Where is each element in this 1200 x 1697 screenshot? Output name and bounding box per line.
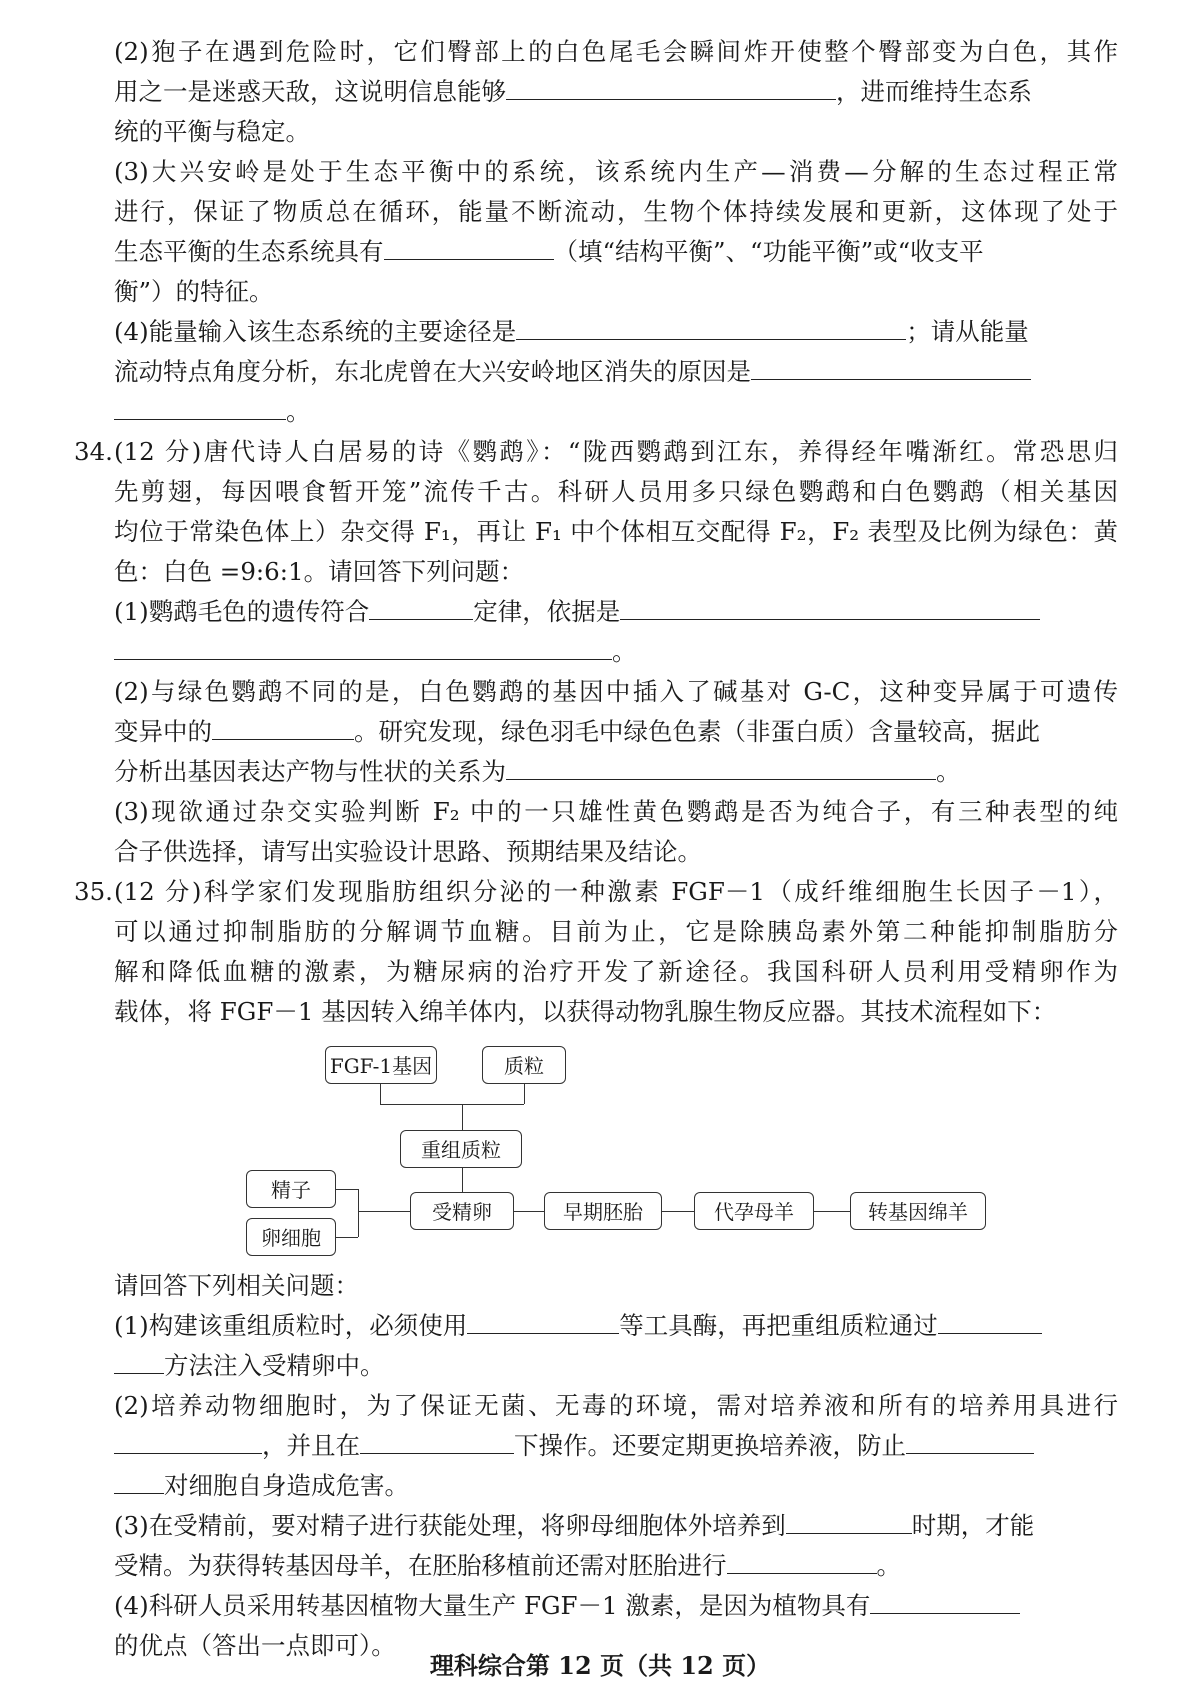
q35-2-line3: 对细胞自身造成危害。: [114, 1466, 1118, 1506]
answer-blank[interactable]: [114, 1469, 164, 1494]
box-zygote: 受精卵: [410, 1192, 514, 1230]
connector-line: [380, 1084, 381, 1104]
connector-line: [662, 1211, 694, 1212]
box-surrogate-ewe: 代孕母羊: [694, 1192, 814, 1230]
q35-2-line1: (2)培养动物细胞时，为了保证无菌、无毒的环境，需对培养液和所有的培养用具进行: [114, 1391, 1118, 1420]
answer-blank[interactable]: [114, 1349, 164, 1374]
q34-1-line1: (1)鹦鹉毛色的遗传符合 定律，依据是: [114, 592, 1118, 632]
q34-line4: 色：白色 =9:6:1。请回答下列问题：: [114, 557, 525, 586]
box-fgf1-gene: FGF-1基因: [325, 1046, 437, 1084]
connector-line: [336, 1237, 358, 1238]
answer-blank[interactable]: [786, 1509, 912, 1534]
q35-4-line2: 的优点（答出一点即可）。: [114, 1631, 396, 1660]
connector-line: [462, 1104, 463, 1130]
q33-3-line1: (3)大兴安岭是处于生态平衡中的系统，该系统内生产—消费—分解的生态过程正常: [114, 157, 1118, 186]
q34-line2: 先剪翅，每因喂食暂开笼”流传千古。科研人员用多只绿色鹦鹉和白色鹦鹉（相关基因: [114, 477, 1118, 506]
question-number-34: 34.: [74, 437, 113, 466]
q34-3-line1: (3)现欲通过杂交实验判断 F₂ 中的一只雄性黄色鹦鹉是否为纯合子，有三种表型的纯: [114, 797, 1118, 826]
answer-blank[interactable]: [906, 1429, 1034, 1454]
q34-2-line3: 分析出基因表达产物与性状的关系为 。: [114, 757, 961, 786]
q34-line3: 均位于常染色体上）杂交得 F₁，再让 F₁ 中个体相互交配得 F₂，F₂ 表型及比例为绿色：黄: [114, 517, 1118, 546]
q34-2-line2: 变异中的 。研究发现，绿色羽毛中绿色色素（非蛋白质）含量较高，据此: [114, 717, 1040, 746]
answer-blank[interactable]: [620, 595, 1040, 620]
q35-line1: (12 分)科学家们发现脂肪组织分泌的一种激素 FGF－1（成纤维细胞生长因子－1），: [114, 877, 1118, 906]
connector-line: [358, 1211, 410, 1212]
answer-blank[interactable]: [870, 1589, 1020, 1614]
q33-4-line2: 流动特点角度分析，东北虎曾在大兴安岭地区消失的原因是: [114, 352, 1118, 392]
connector-line: [380, 1104, 524, 1105]
answer-blank[interactable]: [114, 1429, 262, 1454]
answer-blank[interactable]: [506, 75, 836, 100]
answer-blank[interactable]: [384, 235, 554, 260]
question-number-35: 35.: [74, 877, 113, 906]
box-recombinant-plasmid: 重组质粒: [400, 1130, 522, 1168]
q34-3-line2: 合子供选择，请写出实验设计思路、预期结果及结论。: [114, 837, 702, 866]
box-transgenic-sheep: 转基因绵羊: [850, 1192, 986, 1230]
q35-1-line2: 方法注入受精卵中。: [114, 1346, 1118, 1386]
answer-blank[interactable]: [506, 755, 936, 780]
q34-line1: (12 分)唐代诗人白居易的诗《鹦鹉》：“陇西鹦鹉到江东，养得经年嘴渐红。常恐思归: [114, 437, 1118, 466]
q33-4-line1: (4)能量输入该生态系统的主要途径是 ；请从能量: [114, 317, 1029, 346]
box-egg-cell: 卵细胞: [246, 1218, 336, 1256]
q33-3-line3: 生态平衡的生态系统具有 （填“结构平衡”、“功能平衡”或“收支平: [114, 237, 984, 266]
page-footer: 理科综合第 12 页（共 12 页）: [429, 1651, 771, 1680]
q34-2-line1: (2)与绿色鹦鹉不同的是，白色鹦鹉的基因中插入了碱基对 G-C，这种变异属于可遗传: [114, 677, 1118, 706]
q33-4-line3: 。: [114, 392, 1118, 432]
q35-line3: 解和降低血糖的激素，为糖尿病的治疗开发了新途径。我国科研人员利用受精卵作为: [114, 957, 1118, 986]
answer-blank[interactable]: [212, 715, 354, 740]
q35-prompt: 请回答下列相关问题：: [114, 1271, 359, 1300]
connector-line: [524, 1084, 525, 1104]
connector-line: [514, 1211, 544, 1212]
q33-3-line4: 衡”）的特征。: [114, 277, 274, 306]
answer-blank[interactable]: [114, 635, 612, 660]
q35-1-line1: (1)构建该重组质粒时，必须使用 等工具酶，再把重组质粒通过: [114, 1306, 1118, 1346]
q35-3-line2: 受精。为获得转基因母羊，在胚胎移植前还需对胚胎进行 。: [114, 1551, 901, 1580]
q35-2-line2: ，并且在 下操作。还要定期更换培养液，防止: [114, 1426, 1118, 1466]
answer-blank[interactable]: [114, 395, 286, 420]
answer-blank[interactable]: [360, 1429, 514, 1454]
q33-2-line1: (2)狍子在遇到危险时，它们臀部上的白色尾毛会瞬间炸开使整个臀部变为白色，其作: [114, 37, 1118, 66]
connector-line: [358, 1189, 359, 1237]
answer-blank[interactable]: [467, 1309, 619, 1334]
q34-1-line2: 。: [114, 632, 1118, 672]
q33-3-line2: 进行，保证了物质总在循环，能量不断流动，生物个体持续发展和更新，这体现了处于: [114, 197, 1118, 226]
answer-blank[interactable]: [938, 1309, 1042, 1334]
q33-2-line2: 用之一是迷惑天敌，这说明信息能够 ，进而维持生态系: [114, 77, 1032, 106]
answer-blank[interactable]: [727, 1549, 877, 1574]
box-early-embryo: 早期胚胎: [544, 1192, 662, 1230]
answer-blank[interactable]: [369, 595, 473, 620]
answer-blank[interactable]: [516, 315, 906, 340]
connector-line: [336, 1189, 358, 1190]
q35-4-line1: (4)科研人员采用转基因植物大量生产 FGF－1 激素，是因为植物具有: [114, 1586, 1118, 1626]
box-plasmid: 质粒: [482, 1046, 566, 1084]
q35-line4: 载体，将 FGF－1 基因转入绵羊体内，以获得动物乳腺生物反应器。其技术流程如下：: [114, 997, 1057, 1026]
q35-line2: 可以通过抑制脂肪的分解调节血糖。目前为止，它是除胰岛素外第二种能抑制脂肪分: [114, 917, 1118, 946]
q33-2-line3: 统的平衡与稳定。: [114, 117, 310, 146]
answer-blank[interactable]: [751, 355, 1031, 380]
connector-line: [462, 1168, 463, 1192]
q35-3-line1: (3)在受精前，要对精子进行获能处理，将卵母细胞体外培养到 时期，才能: [114, 1511, 1035, 1540]
connector-line: [814, 1211, 850, 1212]
box-sperm: 精子: [246, 1170, 336, 1208]
